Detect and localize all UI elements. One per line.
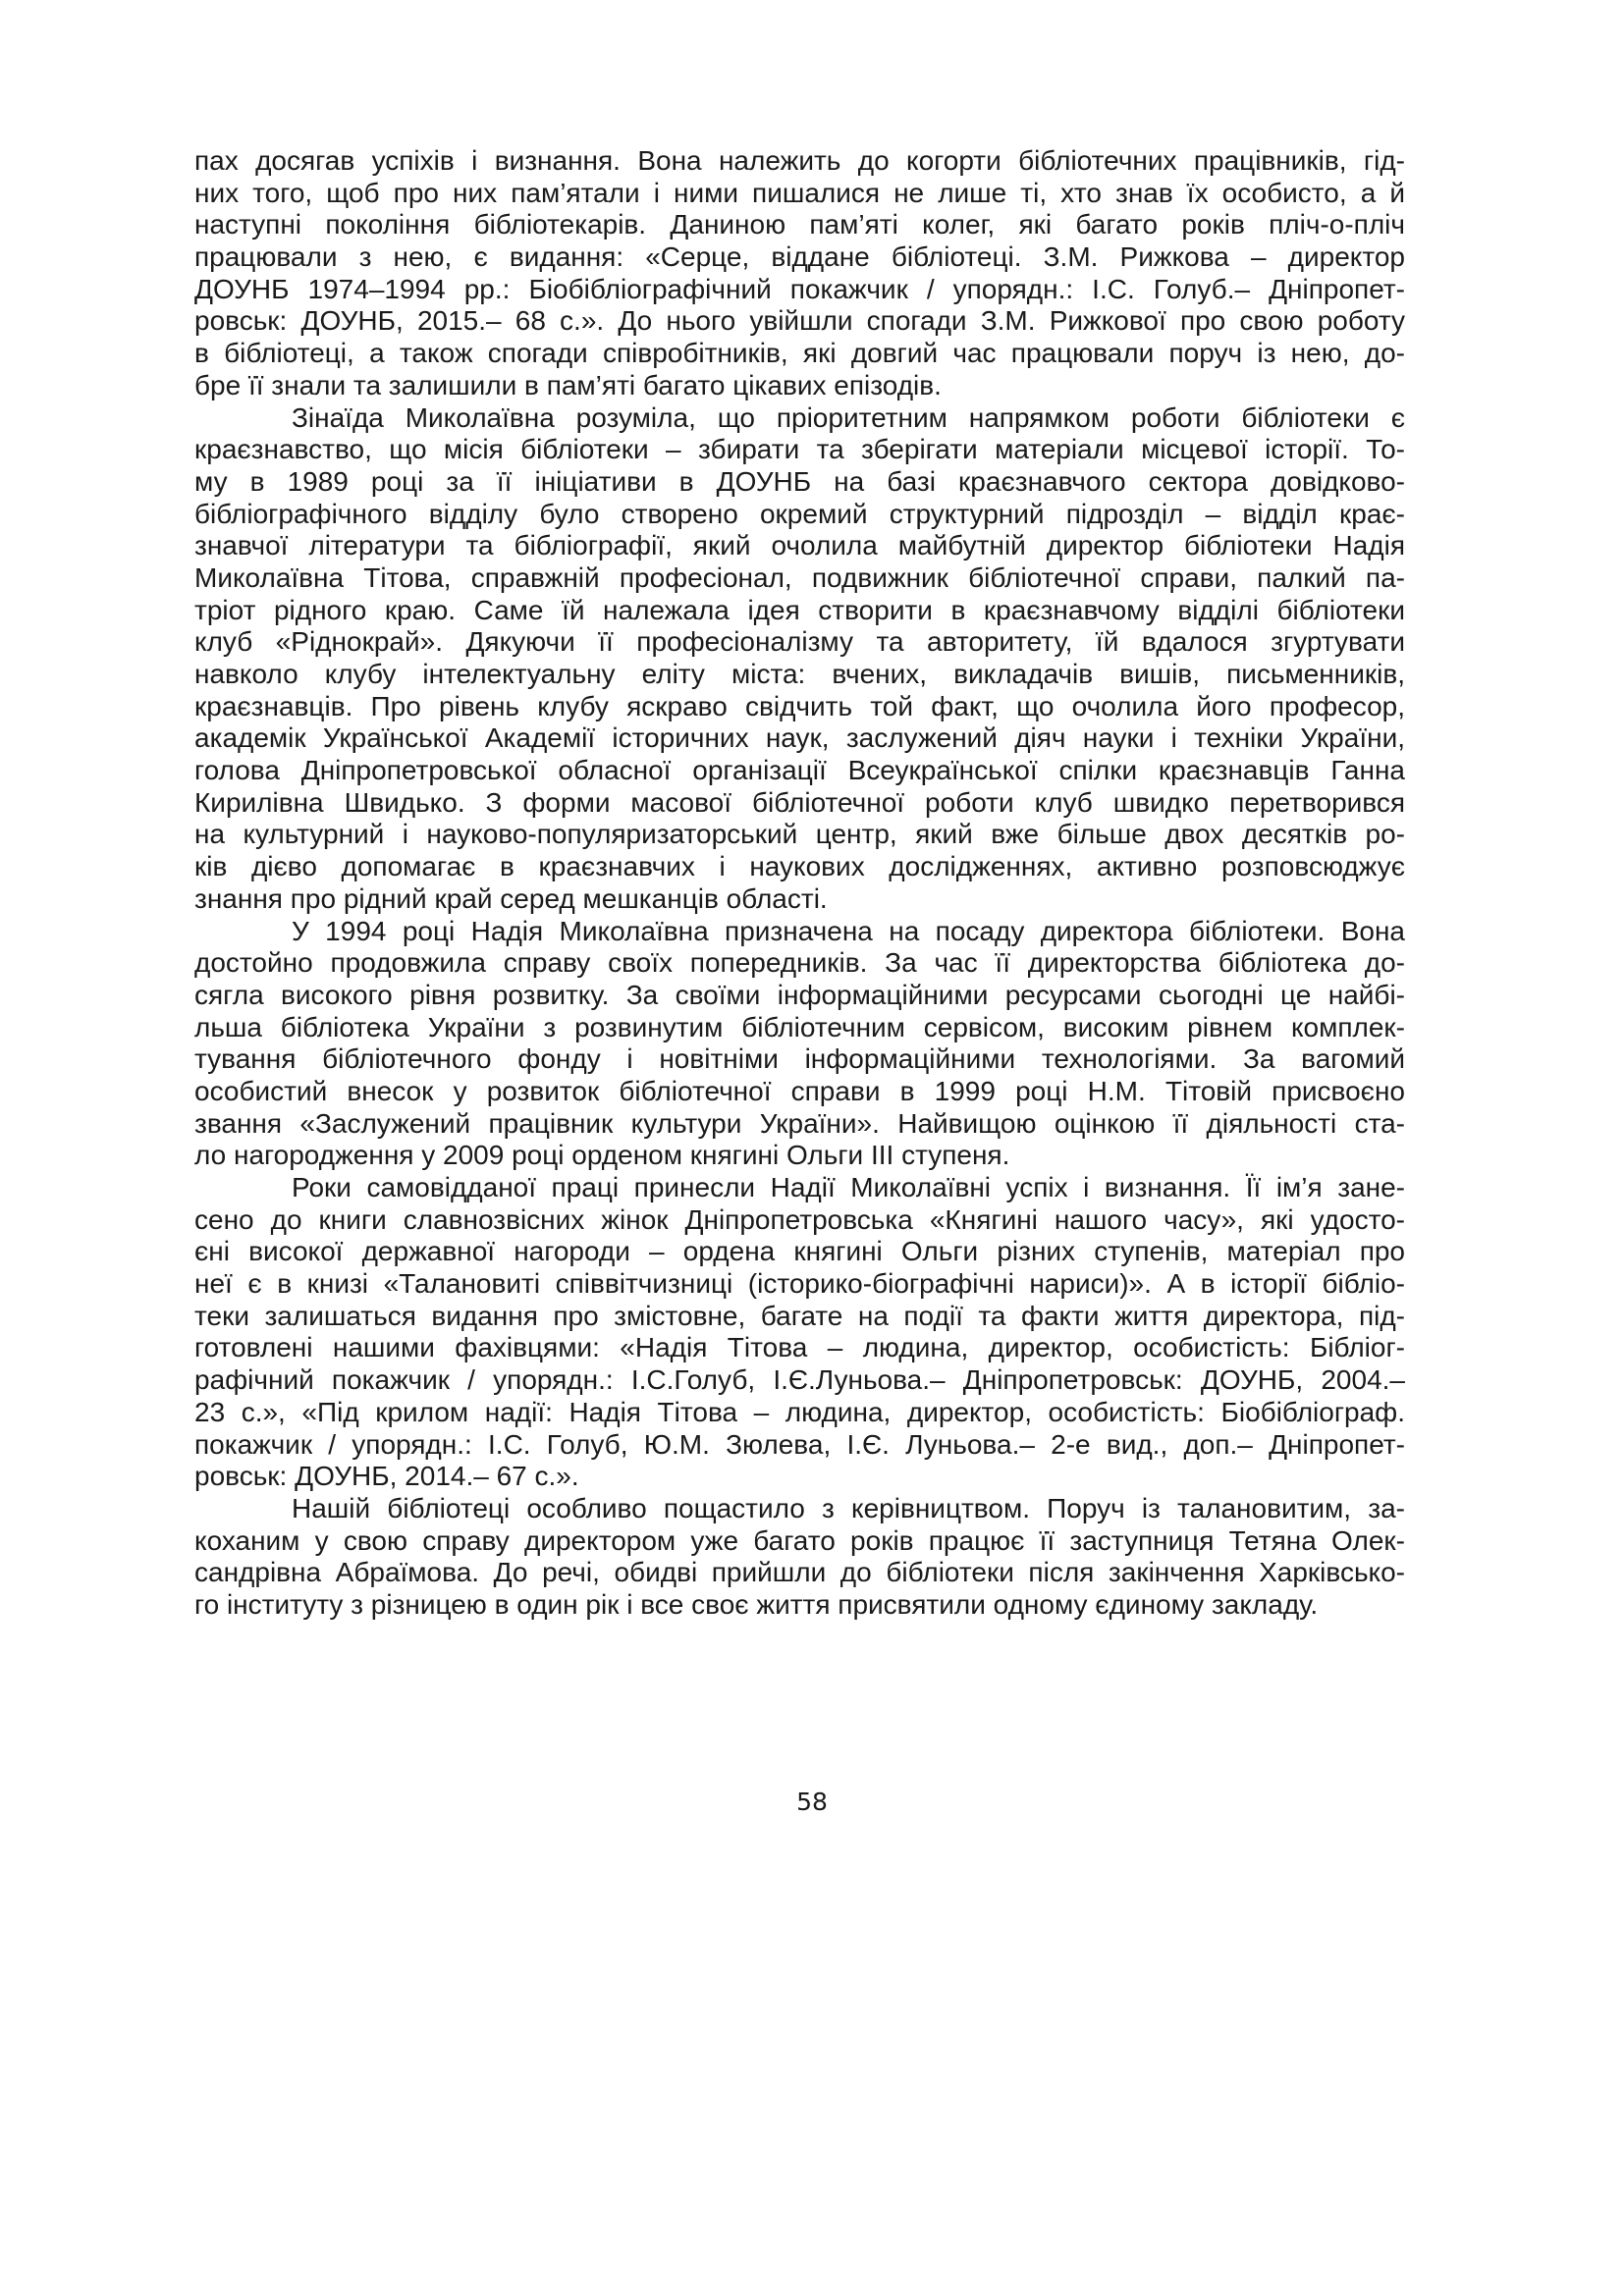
text-line: тування бібліотечного фонду і новітніми інформаційними технологіями. За вагомий: [194, 1043, 1405, 1075]
paragraph: [194, 1493, 1405, 1622]
text-line: льша бібліотека України з розвинутим бібліотечним сервісом, високим рівнем комплек-: [194, 1011, 1405, 1042]
text-line: Зінаїда Миколаївна розуміла, що пріоритетним напрямком роботи бібліотеки є: [292, 401, 1405, 433]
text-line: коханим у свою справу директором уже багато років працює її заступниця Тетяна Олек-: [194, 1524, 1405, 1556]
text-line: ровськ: ДОУНБ, 2015.– 68 с.». До нього увійшли спогади З.М. Рижкової про свою роботу: [194, 305, 1405, 337]
text-line: працювали з нею, є видання: «Серце, віддане бібліотеці. З.М. Рижкова – директор: [194, 241, 1405, 273]
text-line: наступні покоління бібліотекарів. Даниною пам’яті колег, які багато років пліч-о-пліч: [194, 209, 1405, 240]
text-line: них того, щоб про них пам’ятали і ними пишалися не лише ті, хто знав їх особисто, а й: [194, 177, 1405, 208]
text-line: го інституту з різницею в один рік і все своє життя присвятили одному єдиному закладу.: [194, 1588, 1319, 1620]
text-line: на культурний і науково-популяризаторський центр, який вже більше двох десятків ро-: [194, 819, 1405, 850]
text-line: голова Дніпропетровської обласної організації Всеукраїнської спілки краєзнавців Ганна: [194, 755, 1405, 786]
text-line: Роки самовідданої праці принесли Надії Миколаївні успіх і визнання. Її ім’я зане-: [292, 1172, 1405, 1202]
text-line: рафічний покажчик / упорядн.: І.С.Голуб, І.Є.Луньова.– Дніпропетровськ: ДОУНБ, 2004.–: [194, 1364, 1405, 1396]
text-line: готовлені нашими фахівцями: «Надія Тітова – людина, директор, особистість: Бібліог-: [194, 1332, 1405, 1363]
text-line: особистий внесок у розвиток бібліотечної справи в 1999 році Н.М. Тітовій присвоєно: [194, 1075, 1405, 1106]
text-line: неї є в книзі «Талановиті співвітчизниці (історико-біографічні нариси)». А в історії бібліо-: [194, 1268, 1405, 1300]
text-line: в бібліотеці, а також спогади співробітників, які довгий час працювали поруч із нею, до-: [194, 338, 1405, 369]
text-line: пах досягав успіхів і визнання. Вона належить до когорти бібліотечних працівників, гід-: [194, 145, 1405, 176]
body-text: [194, 145, 1405, 1622]
paragraph: [194, 1172, 1405, 1493]
text-line: сягла високого рівня розвитку. За своїми інформаційними ресурсами сьогодні це найбі-: [194, 979, 1405, 1010]
text-line: бре її знали та залишили в пам’яті багато цікавих епізодів.: [194, 369, 942, 400]
text-line: ло нагородження у 2009 році орденом княгині Ольги ІІІ ступеня.: [194, 1140, 1010, 1171]
text-line: академік Української Академії історичних наук, заслужений діяч науки і техніки України,: [194, 722, 1405, 754]
paragraph: [194, 145, 1405, 402]
text-line: Миколаївна Тітова, справжній професіонал, подвижник бібліотечної справи, палкий па-: [194, 561, 1405, 593]
paragraph: [194, 402, 1405, 916]
text-line: ДОУНБ 1974–1994 рр.: Біобібліографічний покажчик / упорядн.: І.С. Голуб.– Дніпропет-: [194, 273, 1405, 304]
text-line: достойно продовжила справу своїх попередників. За час її директорства бібліотека до-: [194, 947, 1405, 979]
text-line: звання «Заслужений працівник культури України». Найвищою оцінкою її діяльності ста-: [194, 1107, 1405, 1139]
text-line: сено до книги славнозвісних жінок Дніпропетровська «Княгині нашого часу», які удосто-: [194, 1203, 1405, 1235]
text-line: 23 с.», «Під крилом надії: Надія Тітова – людина, директор, особистість: Біобібліограф.: [194, 1396, 1405, 1427]
text-line: теки залишаться видання про змістовне, багате на події та факти життя директора, під-: [194, 1300, 1405, 1331]
text-line: ків дієво допомагає в краєзнавчих і наукових дослідженнях, активно розповсюджує: [194, 851, 1405, 882]
text-line: ровськ: ДОУНБ, 2014.– 67 с.».: [194, 1461, 579, 1492]
text-line: тріот рідного краю. Саме їй належала ідея створити в краєзнавчому відділі бібліотеки: [194, 594, 1405, 625]
text-line: навколо клубу інтелектуальну еліту міста: вчених, викладачів вишів, письменників,: [194, 659, 1405, 689]
text-line: знавчої літератури та бібліографії, який очолила майбутній директор бібліотеки Надія: [194, 530, 1405, 561]
text-line: У 1994 році Надія Миколаївна призначена на посаду директора бібліотеки. Вона: [292, 915, 1405, 946]
text-line: краєзнавців. Про рівень клубу яскраво свідчить той факт, що очолила його професор,: [194, 690, 1405, 721]
text-line: знання про рідний край серед мешканців області.: [194, 882, 828, 914]
text-line: Кирилівна Швидько. З форми масової бібліотечної роботи клуб швидко перетворився: [194, 786, 1405, 818]
text-line: краєзнавство, що місія бібліотеки – збирати та зберігати матеріали місцевої історії. То-: [194, 434, 1405, 465]
text-line: бібліографічного відділу було створено окремий структурний підрозділ – відділ крає-: [194, 498, 1405, 529]
text-line: клуб «Ріднокрай». Дякуючи її професіоналізму та авторитету, їй вдалося згуртувати: [194, 626, 1405, 658]
text-line: му в 1989 році за її ініціативи в ДОУНБ на базі краєзнавчого сектора довідково-: [194, 465, 1405, 497]
text-line: сандрівна Абраїмова. До речі, обидві прийшли до бібліотеки після закінчення Харківсько-: [194, 1557, 1405, 1588]
text-line: Нашій бібліотеці особливо пощастило з керівництвом. Поруч із талановитим, за-: [292, 1492, 1405, 1523]
text-line: єні високої державної нагороди – ордена княгині Ольги різних ступенів, матеріал про: [194, 1236, 1405, 1267]
paragraph: [194, 916, 1405, 1173]
page-number: 58: [796, 1788, 828, 1816]
text-line: покажчик / упорядн.: І.С. Голуб, Ю.М. Зюлева, І.Є. Луньова.– 2-е вид., доп.– Дніпропет-: [194, 1428, 1405, 1460]
